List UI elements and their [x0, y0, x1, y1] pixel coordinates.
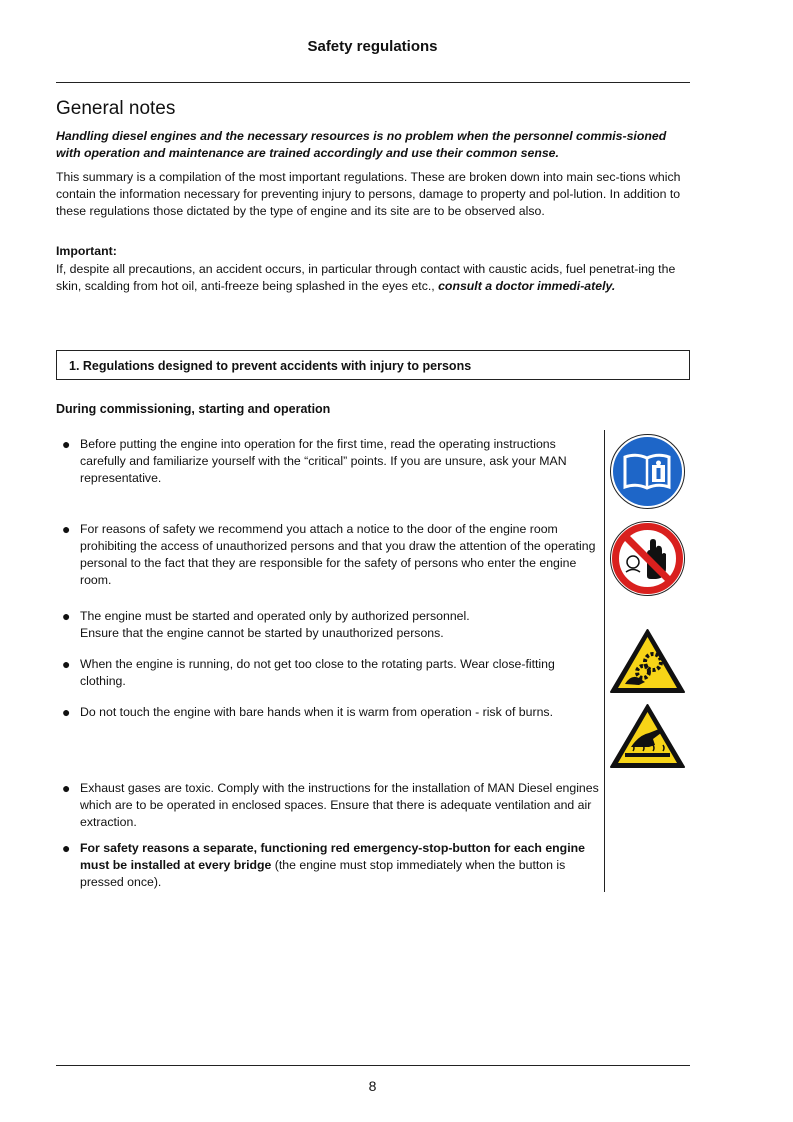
hot-surface-warning-icon	[609, 703, 686, 769]
bullet-dot: ●	[62, 608, 71, 624]
no-access-sign-icon	[609, 520, 686, 597]
bullet-dot: ●	[62, 656, 71, 672]
rotating-parts-warning-icon	[609, 628, 686, 694]
important-emphasis: consult a doctor immedi-ately.	[438, 279, 616, 293]
emergency-stop-rest: (the engine must stop immediately when the button is pressed once).	[80, 858, 566, 889]
intro-paragraph: Handling diesel engines and the necessary resources is no problem when the personnel commis-sioned with operation and maintenance are trained accordingly and use their common sense.	[56, 129, 667, 160]
important-label: Important:	[56, 244, 117, 258]
page-number: 8	[368, 1078, 377, 1094]
bullet-dot: ●	[62, 780, 71, 796]
list-item-text	[80, 840, 600, 891]
important-paragraph	[56, 261, 692, 295]
list-item-text: Do not touch the engine with bare hands when it is warm from operation - risk of burns.	[80, 705, 553, 719]
section-1-title: 1. Regulations designed to prevent accidents with injury to persons	[56, 350, 690, 380]
list-item-text: For reasons of safety we recommend you attach a notice to the door of the engine room prohibiting the access of unauthorized persons and that you draw the attention of the operating personal to the fact that they are responsible for the safety of persons who enter the engine room.	[80, 522, 596, 587]
list-item-text: Before putting the engine into operation for the first time, read the operating instructions carefully and familiarize yourself with the “critical” points. If you are unsure, ask your MAN representative.	[80, 437, 567, 485]
list-item-text: When the engine is running, do not get too close to the rotating parts. Wear close-fitting clothing.	[80, 657, 555, 688]
bullet-dot: ●	[62, 840, 71, 856]
bullet-dot: ●	[62, 704, 71, 720]
header-rule	[56, 82, 690, 83]
bullet-dot: ●	[62, 436, 71, 452]
summary-paragraph: This summary is a compilation of the most important regulations. These are broken down into main sec-tions which contain the information necessary for preventing injury to persons, damage to property and pol-lution. In addition to these regulations those dictated by the type of engine and its site are to be observed also.	[56, 170, 681, 218]
section-1-subheading: During commissioning, starting and operation	[56, 402, 331, 416]
general-notes-heading: General notes	[56, 98, 176, 119]
emergency-stop-emphasis: For safety reasons a separate, functioning red emergency-stop-button for each engine must be installed at every bridge	[80, 841, 585, 872]
read-manual-sign-icon	[609, 433, 686, 510]
page-title: Safety regulations	[307, 38, 438, 55]
important-text: If, despite all precautions, an accident occurs, in particular through contact with caustic acids, fuel penetrat-ing the skin, scalding from hot oil, anti-freeze being splashed in the eyes etc.,	[56, 262, 676, 293]
bullet-dot: ●	[62, 521, 71, 537]
icon-column-divider	[604, 430, 605, 892]
list-item-text: The engine must be started and operated only by authorized personnel. Ensure that the engine cannot be started by unauthorized persons.	[80, 609, 470, 640]
footer-rule	[56, 1065, 690, 1066]
list-item-text: Exhaust gases are toxic. Comply with the instructions for the installation of MAN Diesel engines which are to be operated in enclosed spaces. Ensure that there is adequate ventilation and air extraction.	[80, 781, 599, 829]
